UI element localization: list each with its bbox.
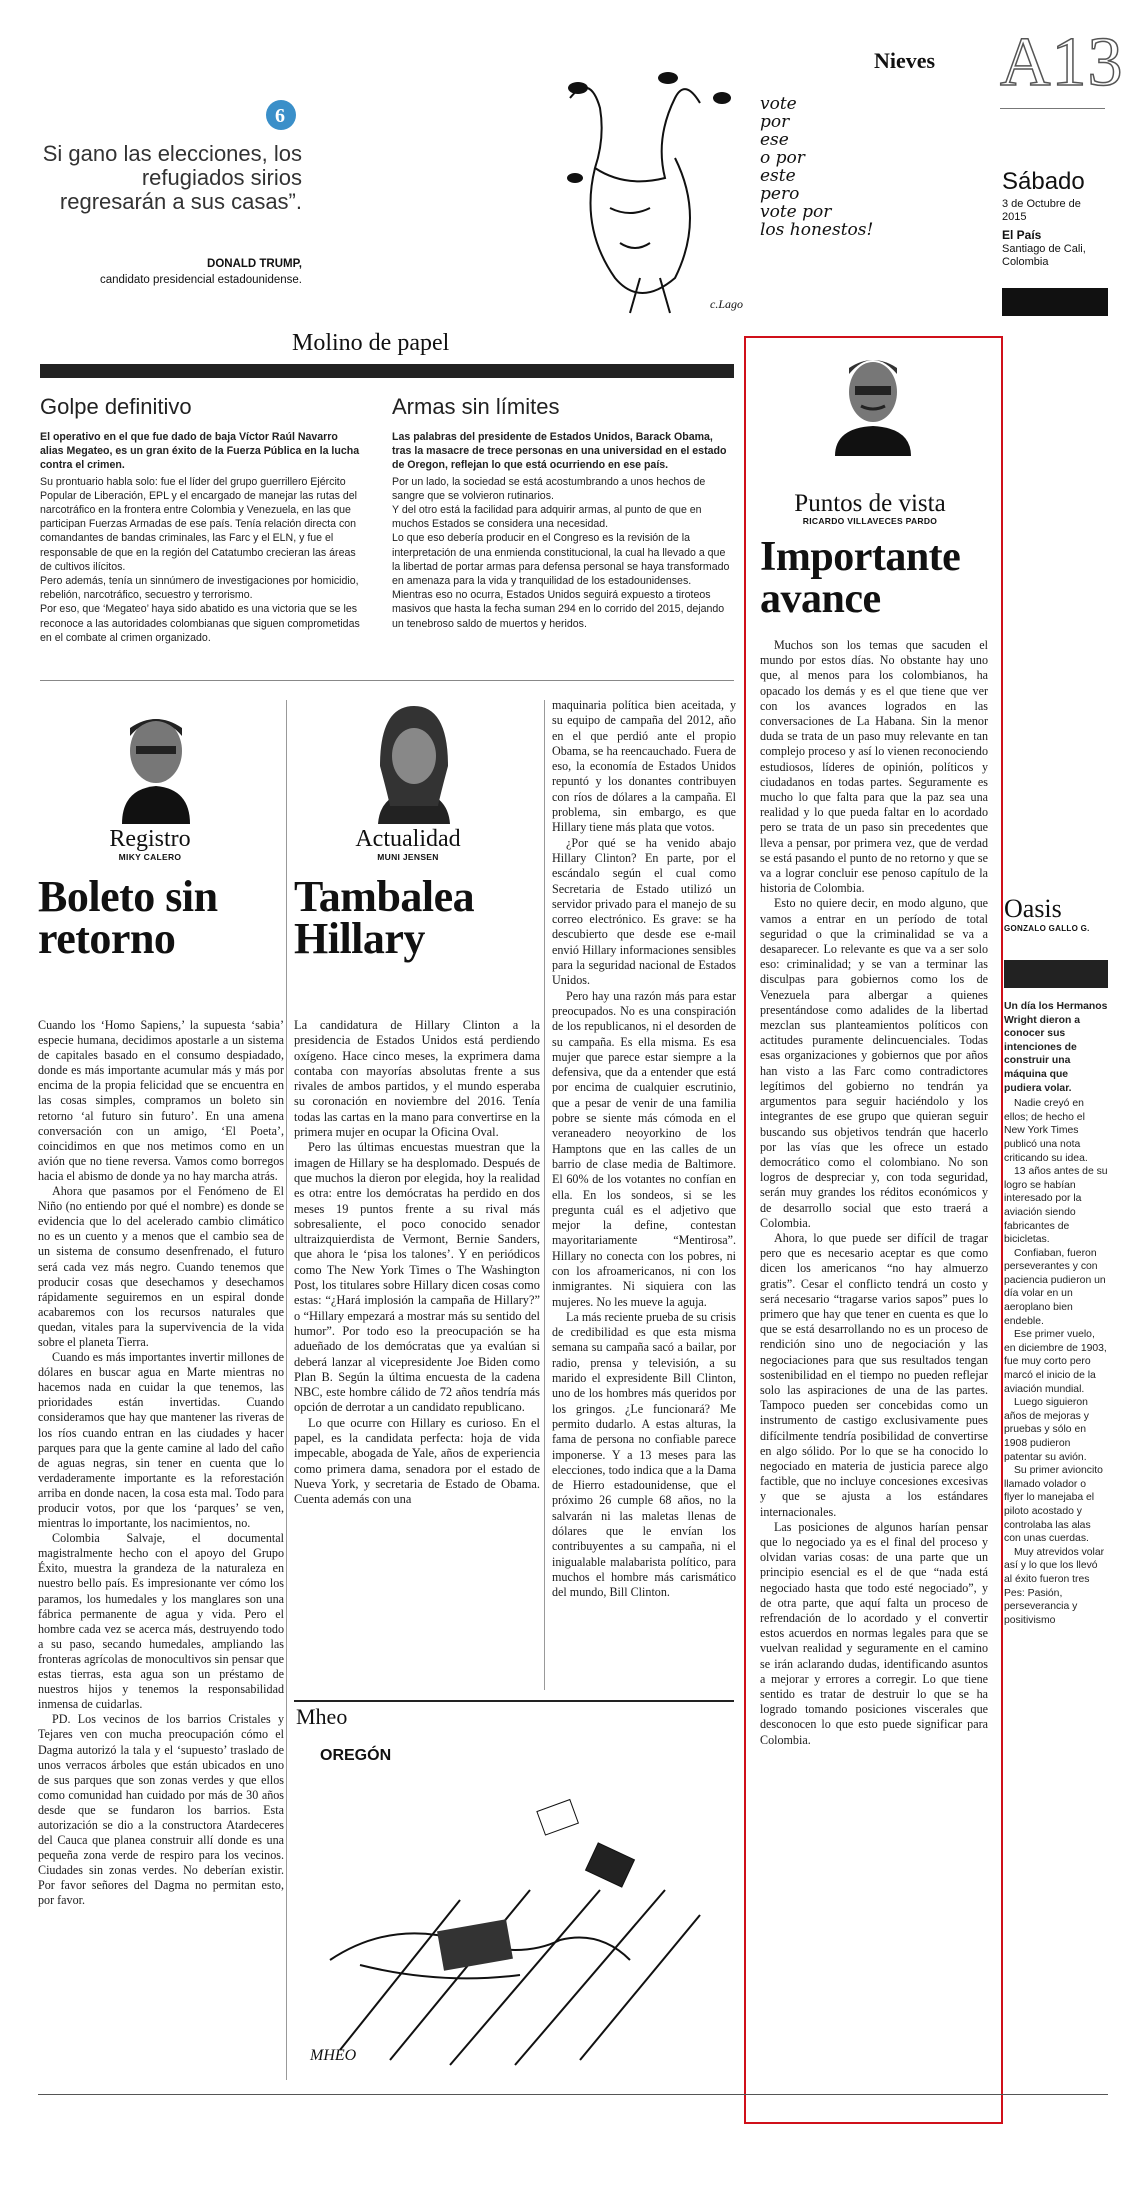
quote-bubble-icon <box>266 100 296 130</box>
mheo-label: Mheo <box>296 1704 348 1729</box>
golpe-brief: El operativo en el que fue dado de baja Víctor Raúl Navarro alias Megateo, es un gran éxito de la Fuerza Pública en la lucha contra el crimen. Su prontuario habla solo: fue el líder del grupo guerrillero Ejército Popular de Liberación, EPL y el encargado de manejar las rutas del narcotráfico en la frontera entre Colombia y Venezuela, en las que participan Fuerzas Armadas de ese país. Tenía relación directa con comandantes de bandas criminales, las Farc y el ELN, y fue el responsable de que en la región del Catatumbo crecieran las áreas de cultivos ilícitos. Pero además, tenía un sinnúmero de investigaciones por homicidio, rebelión, narcotráfico, secuestro y terrorismo. Por eso, que ‘Megateo’ haya sido abatido es una victoria que se les reconoce a las autoridades colombianas que siguen comprometidas en el combate al crimen organizado. <box>40 431 360 644</box>
puntos-body: Muchos son los temas que sacuden el mundo por estos días. No obstante hay uno que, al menos para los colombianos, ha opacado los demás y es el que tiene que ver con los avances logrados en las conversaciones de La Habana. Sin la menor duda se trata de un paso muy relevante en tan complejo proceso y así lo vienen reconociendo estudiosos, líderes de opinión, políticos y ciudadanos en todas partes. Seguramente es mucho lo que falta para que la paz sea una realidad y lo que pueda faltar en lo acordado pero se trata de un paso sin precedentes que lleva a pensar, por primera vez, que de verdad se está pasando el punto de no retorno y que se va a lograr concluir ese penoso capítulo de la historia de Colombia. Esto no quiere decir, en modo alguno, que vamos a entrar en un período de total seguridad o que la criminalidad se va a desaparecer. Lo relevante es que va a ser solo eso: criminalidad; y se van a terminar las disculpas para gobiernos como los de Venezuela para albergar a quienes presentándose como adalides de la libertad mezclan sus planteamientos políticos con actitudes puramente delincuenciales. Todas esas organizaciones y gobiernos que por años han visto a las Farc como contradictores legítimos del gobierno no tendrán ya argumentos para seguir haciéndolo y los integrantes de ese grupo que quieran seguir buscando sus objetivos tendrán que hacerlo por las vías que les ofrece un estado democrático como el colombiano. No son logros de despreciar y, con toda seguridad, serán muy grandes los réditos económicos y de desarrollo social que esto traerá a Colombia. Ahora, lo que puede ser difícil de tragar pero que es necesario aceptar es que como dicen los americanos “no hay almuerzo gratis”. Cesar el conflicto tendrá un costo y será necesario “tragarse varios sapos” pues lo primero que hay que tener en cuenta es que lo que se está desarrollando no es un proceso de rendición sino uno de negociación y las negociaciones para que sus resultados tengan sostenibilidad en el tiempo no pueden reflejar solo las aspiraciones de una de las partes. Tampoco pueden ser concebidas como un instrumento de castigo exclusivamente pues difícilmente tendría posibilidad de convertirse en algo sólido. Por lo que se ha conocido lo negociado en materia de justicia parece algo factible, que no incluye concesiones excesivas y que se ajusta a los estándares internacionales. Las posiciones de algunos harían pensar que lo negociado ya es el final del proceso y olvidan varias cosas: de una parte que un principio esencial es el de que “nada está negociado hasta que todo esté negociado”, y de otra parte, que aquí falta un proceso de refrendación de lo acordado y el convertir estos acuerdos en normas legales para que se vuelvan realidad y seguramente en el camino se irán aclarando dudas, identificando asuntos a mejorar y errores a corregir. Lo que tiene sentido es tratar de destruir lo que se ha logrado tomando posiciones viscerales que desconocen lo que esto puede significar para Colombia. <box>760 638 988 1747</box>
armas-title: Armas sin límites <box>392 394 560 419</box>
mheo-signature: MHEO <box>310 2047 357 2064</box>
actualidad-body: La candidatura de Hillary Clinton a la presidencia de Estados Unidos está perdiendo oxígeno. Hace cinco meses, la exprimera dama contaba con mayorías absolutas frente a sus rivales de ambos partidos, y el mundo esperaba su coronación en noviembre del 2016. Tenía todas las cartas en la mano para convertirse en la primera mujer en ocupar la Oficina Oval. Pero las últimas encuestas muestran que la imagen de Hillary se ha desplomado. Después de que muchos la dieron por elegida, hoy la realidad es otra: entre los demócratas ha perdido en dos meses 19 puntos frente a su rival más sobresaliente, el poco conocido senador ultraizquierdista de Vermont, Bernie Sanders, que ahora le ‘pisa los talones’. Y en periódicos como The New York Times o The Washington Post, los titulares sobre Hillary dicen cosas como estas: “¿Hará implosión la campaña de Hillary?” o “Hillary empezará a mostrar más su sentido del humor”. Por todo eso la preocupación se ha adueñado de los demócratas que ya evalúan si deberá lanzar al vicepresidente Joe Biden como Plan B. Según la última encuesta de la cadena NBC, este hombre cálido de 72 años tendría más opción de derrotar a un candidato republicano. Lo que ocurre con Hillary es curioso. En el papel, es la candidata perfecta: hoja de vida impecable, abogada de Yale, años de experiencia como primera dama, senadora por el estado de Nueva York, y secretaria de Estado de Obama. Cuenta además con una <box>294 1018 540 1507</box>
masthead-city: Santiago de Cali, Colombia <box>1002 243 1086 268</box>
section-name: Nieves <box>874 48 936 73</box>
puntos-section: Puntos de vista <box>794 490 946 517</box>
puntos-headline: Importante avance <box>760 534 961 622</box>
registro-section: Registro <box>109 826 191 852</box>
puntos-byline: RICARDO VILLAVECES PARDO <box>802 516 938 526</box>
column-rule-2 <box>544 700 545 1690</box>
pull-quote: Si gano las elecciones, los refugiados sirios regresarán a sus casas”. <box>42 141 302 214</box>
mheo-caption: OREGÓN <box>320 1747 392 1764</box>
actualidad-body-continued: maquinaria política bien aceitada, y su equipo de campaña del 2012, año en el que perdió ante el propio Obama, se ha reencauchado. Fuera de eso, la economía de Estados Unidos repuntó y los donantes contribuyen con ríos de dólares a la campaña. El problema, sin embargo, es que Hillary tiene más plata que votos. ¿Por qué se ha venido abajo Hillary Clinton? En parte, por el escándalo según el cual como Secretaria de Estado utilizó un servidor privado para el manejo de su correo electrónico. Es grave: se ha descubierto que desde ese e-mail envió Hillary informaciones sensibles para la seguridad nacional de Estados Unidos. Pero hay una razón más para estar preocupados. No es una conspiración de los republicanos, ni el desorden de su campaña. Es ella misma. Es esa mujer que parece estar siempre a la defensiva, que da a entender que está por encima de cualquier escrutinio, que a pesar de venir de una familia pobre se siente más cómoda en el veraneadero neoyorkino de los Hamptons que en las calles de un barrio de clase media de Baltimore. El 60% de los votantes no confían en ella. En los sondeos, si se les pregunta cuál es el adjetivo que mejor la define, contestan mayoritariamente “Mentirosa”. Hillary no conecta con los pobres, ni con los afroamericanos, ni con los inmigrantes. Ni siquiera con las mujeres. No les mueve la aguja. La más reciente prueba de su crisis de credibilidad es que esta misma semana su campaña sacó a bailar, por radio, prensa y televisión, a su marido el expresidente Bill Clinton, uno de los hombres más queridos por los gringos. ¿Le funcionará? Me permito dudarlo. A estas alturas, la fama de persona no confiable parece imponerse. Y a 13 meses para las elecciones, todo indica que a la Dama de Hierro estadounidense, que el próximo 26 cumple 68 años, no la salvarán ni las maletas llenas de dólares que le envían los contribuyentes a su campaña, ni el inigualable malabarista político, para muchos el hombre más carismático del mundo, Bill Clinton. <box>552 698 736 1600</box>
author-photo-actualidad <box>350 696 478 824</box>
molino-bottom-rule <box>40 680 734 681</box>
registro-headline: Boleto sin retorno <box>38 872 218 963</box>
oasis-bar <box>1004 960 1108 988</box>
molino-bar <box>40 364 734 378</box>
golpe-title: Golpe definitivo <box>40 394 192 419</box>
mheo-rule <box>294 1700 734 1702</box>
author-photo-puntos <box>825 344 921 456</box>
molino-title: Molino de papel <box>292 330 450 356</box>
oasis-title: Oasis <box>1004 894 1062 923</box>
mheo-cartoon <box>300 1730 730 2080</box>
actualidad-section: Actualidad <box>355 826 461 852</box>
actualidad-byline: MUNI JENSEN <box>377 852 439 862</box>
quote-author: DONALD TRUMP, <box>207 258 302 270</box>
column-rule-1 <box>286 700 287 2080</box>
actualidad-headline: Tambalea Hillary <box>294 872 475 963</box>
author-photo-registro <box>92 696 220 824</box>
page-number: A13 <box>1000 24 1124 101</box>
oasis-byline: GONZALO GALLO G. <box>1004 924 1090 933</box>
quote-role: candidato presidencial estadounidense. <box>99 274 302 286</box>
registro-body: Cuando los ‘Homo Sapiens,’ la supuesta ‘sabia’ especie humana, decidimos apostarle a un sistema de capitales basado en el consumo despiadado, donde es más importante acumular más y más por encima de la propia felicidad que se encuentra en las cosas simples, compramos un boleto sin retorno ‘al futuro sin futuro’. En una amena conversación con un amigo, ‘El Poeta’, coincidimos en que nos metimos como en un avión que no tiene reversa. Vamos como borregos hacia el abismo de donde ya no hay marcha atrás. Ahora que pasamos por el Fenómeno de El Niño (no entiendo por qué el nombre) es donde se evidencia que lo del acelerado cambio climático no es un cuento y a menos que el cambio sea de un sistema de consumo desenfrenado, el futuro será cada vez más negro. Cuando tenemos que producir cosas que desechamos y desechamos rápidamente seguiremos en un espiral donde acabaremos con los recursos naturales que quedan, vitales para la supervivencia de la vida sobre el planeta Tierra. Cuando es más importantes invertir millones de dólares en buscar agua en Marte mientras no hacemos nada en cuidar la que tenemos, las prioridades están invertidas. Cuando consideramos que hay que mantener las riveras de los ríos cuando entran en las ciudades y hacer parques para que la gente camine al lado del caño de aguas negras, sin tener en cuenta que lo verdaderamente importante es la reforestación arriba en donde nacen, la cosa esta mal. Todo para producir votos, por que los ‘parques’ se ven, mientras lo importante, los nacimientos, no. Colombia Salvaje, el documental magistralmente hecho con el apoyo del Grupo Éxito, muestra la grandeza de la naturaleza en nuestro bello país. Es impresionante ver cómo los paramos, los humedales y los manglares son una fábrica permanente de agua y vida. Pero el hombre cada vez se acerca más, destruyendo todo a su paso, secando humedales, ampliando las fronteras agrícolas de monocultivos sin pensar que estas tierras, esta agua son un préstamo de nuestros hijos y tenemos la responsabilidad inmensa de cuidarlas. PD. Los vecinos de los barrios Cristales y Tejares ven con mucha preocupación cómo el Dagma autorizó la tala y el ‘supuesto’ traslado de unos verracos árboles que están ubicados en uno de sus parques que son zonas verdes y que ellos como comunidad han cuidado por más de 30 años desde que se fundaron los barrios. Esta autorización se dio a la constructora Atardeceres del Cauca que planea construir allí donde es una pequeña zona verde de respiro para los vecinos. Ciudades sin zonas verdes. No deberían existir. Por favor señores del Dagma no permitan esto, por favor. <box>38 1018 284 1908</box>
svg-text:6: 6 <box>275 105 285 127</box>
registro-byline: MIKY CALERO <box>118 852 182 862</box>
armas-brief: Las palabras del presidente de Estados Unidos, Barack Obama, tras la masacre de trece personas en una universidad en el estado de Oregon, reflejan lo que está ocurriendo en ese país. Por un lado, la sociedad se está acostumbrando a unos hechos de sangre que se volvieron rutinarios. Y del otro está la facilidad para adquirir armas, al punto de que en muchos Estados se considera una necesidad. Lo que eso debería producir en el Congreso es la revisión de la interpretación de una enmienda constitucional, la cual ha llevado a que la libertad de portar armas para defensa personal se haya transformado en amenaza para la vida y tranquilidad de los estadounidenses. Mientras eso no ocurra, Estados Unidos seguirá expuesto a tiroteos masivos que hasta la fecha suman 294 en lo corrido del 2015, dejando un tenebroso saldo de muertos y heridos. <box>392 431 730 630</box>
masthead-day: Sábado <box>1002 168 1085 195</box>
cartoon-signature: c.Lago <box>710 297 743 311</box>
cartoon-handwriting: vote por ese o por este pero vote por los honestos! <box>760 94 874 240</box>
masthead-paper: El País <box>1002 228 1042 242</box>
oasis-body: Un día los Hermanos Wright dieron a conocer sus intenciones de construir una máquina que pudiera volar. Nadie creyó en ellos; de hecho el New York Times publicó una nota criticando su idea. 13 años antes de su logro se habían interesado por la aviación siendo fabricantes de bicicletas. Confiaban, fueron perseverantes y con paciencia pudieron un día volar en un aeroplano bien endeble. Ese primer vuelo, en diciembre de 1903, fue muy corto pero marcó el inicio de la aviación mundial. Luego siguieron años de mejoras y pruebas y sólo en 1908 pudieron patentar su avión. Su primer avioncito llamado volador o flyer lo manejaba el piloto acostado y controlaba las alas con unas cuerdas. Muy atrevidos volar así y lo que los llevó al éxito fueron tres Pes: Pasión, perseverancia y positivismo <box>1004 1001 1108 1626</box>
masthead-black-bar <box>1002 288 1108 316</box>
masthead-date: 3 de Octubre de 2015 <box>1002 198 1081 223</box>
masthead-rule <box>1000 108 1105 109</box>
page-bottom-rule <box>38 2094 1108 2095</box>
